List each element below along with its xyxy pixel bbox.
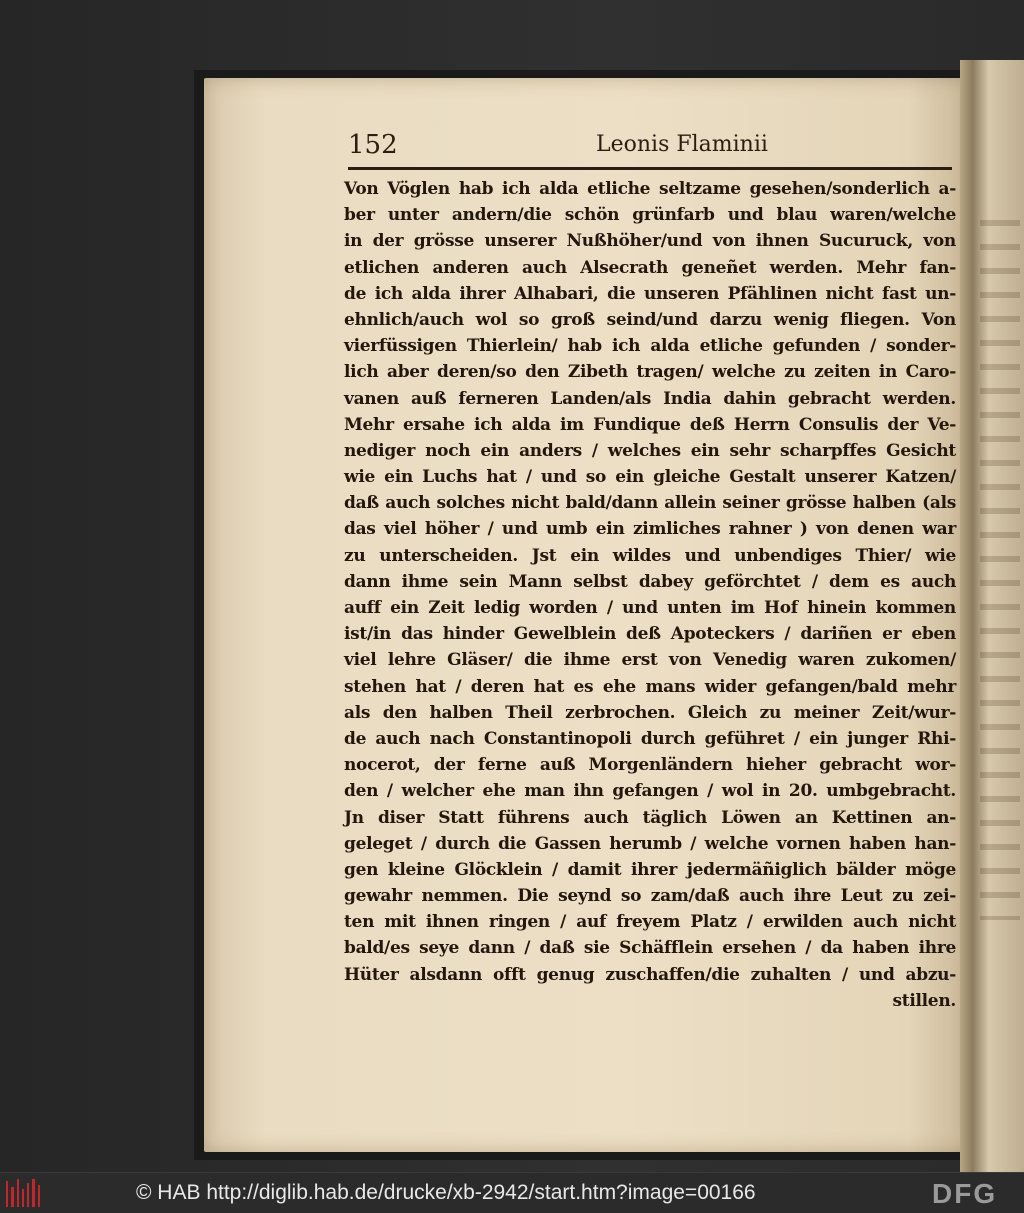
text-line: ehnlich/auch wol so groß seind/und darzu wenig fliegen. Von: [344, 309, 956, 330]
copyright-link[interactable]: © HAB http://diglib.hab.de/drucke/xb-2942/start.htm?image=00166: [136, 1181, 756, 1204]
text-line: ber unter andern/die schön grünfarb und blau waren/welche: [344, 205, 956, 226]
text-line: viel lehre Gläser/ die ihme erst von Venedig waren zukomen/: [344, 650, 956, 671]
text-line: nediger noch ein anders / welches ein sehr scharpffes Gesicht: [344, 440, 956, 461]
viewer-footer: [0, 1172, 1024, 1213]
text-line: etlichen anderen auch Alsecrath geneñet werden. Mehr fan-: [344, 257, 956, 278]
text-line: als den halben Theil zerbrochen. Gleich zu meiner Zeit/wur-: [344, 702, 956, 723]
text-line: den / welcher ehe man ihn gefangen / wol in 20. umbgebracht.: [344, 781, 956, 802]
bleed-through-marks: [980, 220, 1020, 920]
header-rule: [348, 167, 952, 170]
facing-page-edge: [960, 60, 1024, 1172]
text-line: de ich alda ihrer Alhabari, die unseren Pfählinen nicht fast un-: [344, 283, 956, 304]
text-line: nocerot, der ferne auß Morgenländern hieher gebracht wor-: [344, 755, 956, 776]
text-line: das viel höher / und umb ein zimliches rahner ) von denen war: [344, 519, 956, 540]
text-line: zu unterscheiden. Jst ein wildes und unbendiges Thier/ wie: [344, 545, 956, 566]
text-line: vierfüssigen Thierlein/ hab ich alda etliche gefunden / sonder-: [344, 336, 956, 357]
text-line: de auch nach Constantinopoli durch geführet / ein junger Rhi-: [344, 728, 956, 749]
text-line: Mehr ersahe ich alda im Fundique deß Herrn Consulis der Ve-: [344, 414, 956, 435]
text-line: ten mit ihnen ringen / auf freyem Platz / erwilden auch nicht: [344, 912, 956, 933]
hab-logo-icon[interactable]: [6, 1179, 40, 1207]
text-line: Jn diser Statt führens auch täglich Löwen an Kettinen an-: [344, 807, 956, 828]
page-number: 152: [348, 130, 398, 160]
text-line: geleget / durch die Gassen herumb / welche vornen haben han-: [344, 833, 956, 854]
text-line: dann ihme sein Mann selbst dabey geförchtet / dem es auch: [344, 571, 956, 592]
text-line: in der grösse unserer Nußhöher/und von ihnen Sucuruck, von: [344, 231, 956, 252]
text-line: wie ein Luchs hat / und so ein gleiche Gestalt unserer Katzen/: [344, 467, 956, 488]
body-text: [344, 176, 956, 1014]
catchword: stillen.: [892, 990, 956, 1011]
text-line: gewahr nemmen. Die seynd so zam/daß auch ihre Leut zu zei-: [344, 886, 956, 907]
text-line: Von Vöglen hab ich alda etliche seltzame gesehen/sonderlich a-: [344, 179, 956, 199]
running-head: Leonis Flaminii: [596, 132, 768, 157]
text-line: bald/es seye dann / daß sie Schäfflein ersehen / da haben ihre: [344, 938, 956, 959]
text-line: daß auch solches nicht bald/dann allein seiner grösse halben (als: [344, 493, 956, 514]
text-line: stehen hat / deren hat es ehe mans wider gefangen/bald mehr: [344, 676, 956, 697]
text-line: vanen auß ferneren Landen/als India dahin gebracht werden.: [344, 388, 956, 409]
text-line: lich aber deren/so den Zibeth tragen/ welche zu zeiten in Caro-: [344, 362, 956, 383]
text-line: auff ein Zeit ledig worden / und unten im Hof hinein kommen: [344, 598, 956, 618]
text-line: Hüter alsdann offt genug zuschaffen/die zuhalten / und abzu-: [344, 964, 956, 985]
dfg-logo[interactable]: DFG: [932, 1178, 998, 1209]
page-header: [348, 130, 948, 170]
text-line: ist/in das hinder Gewelblein deß Apoteckers / dariñen er eben: [344, 624, 956, 645]
text-line: gen kleine Glöcklein / damit ihrer jedermäñiglich bälder möge: [344, 859, 956, 880]
